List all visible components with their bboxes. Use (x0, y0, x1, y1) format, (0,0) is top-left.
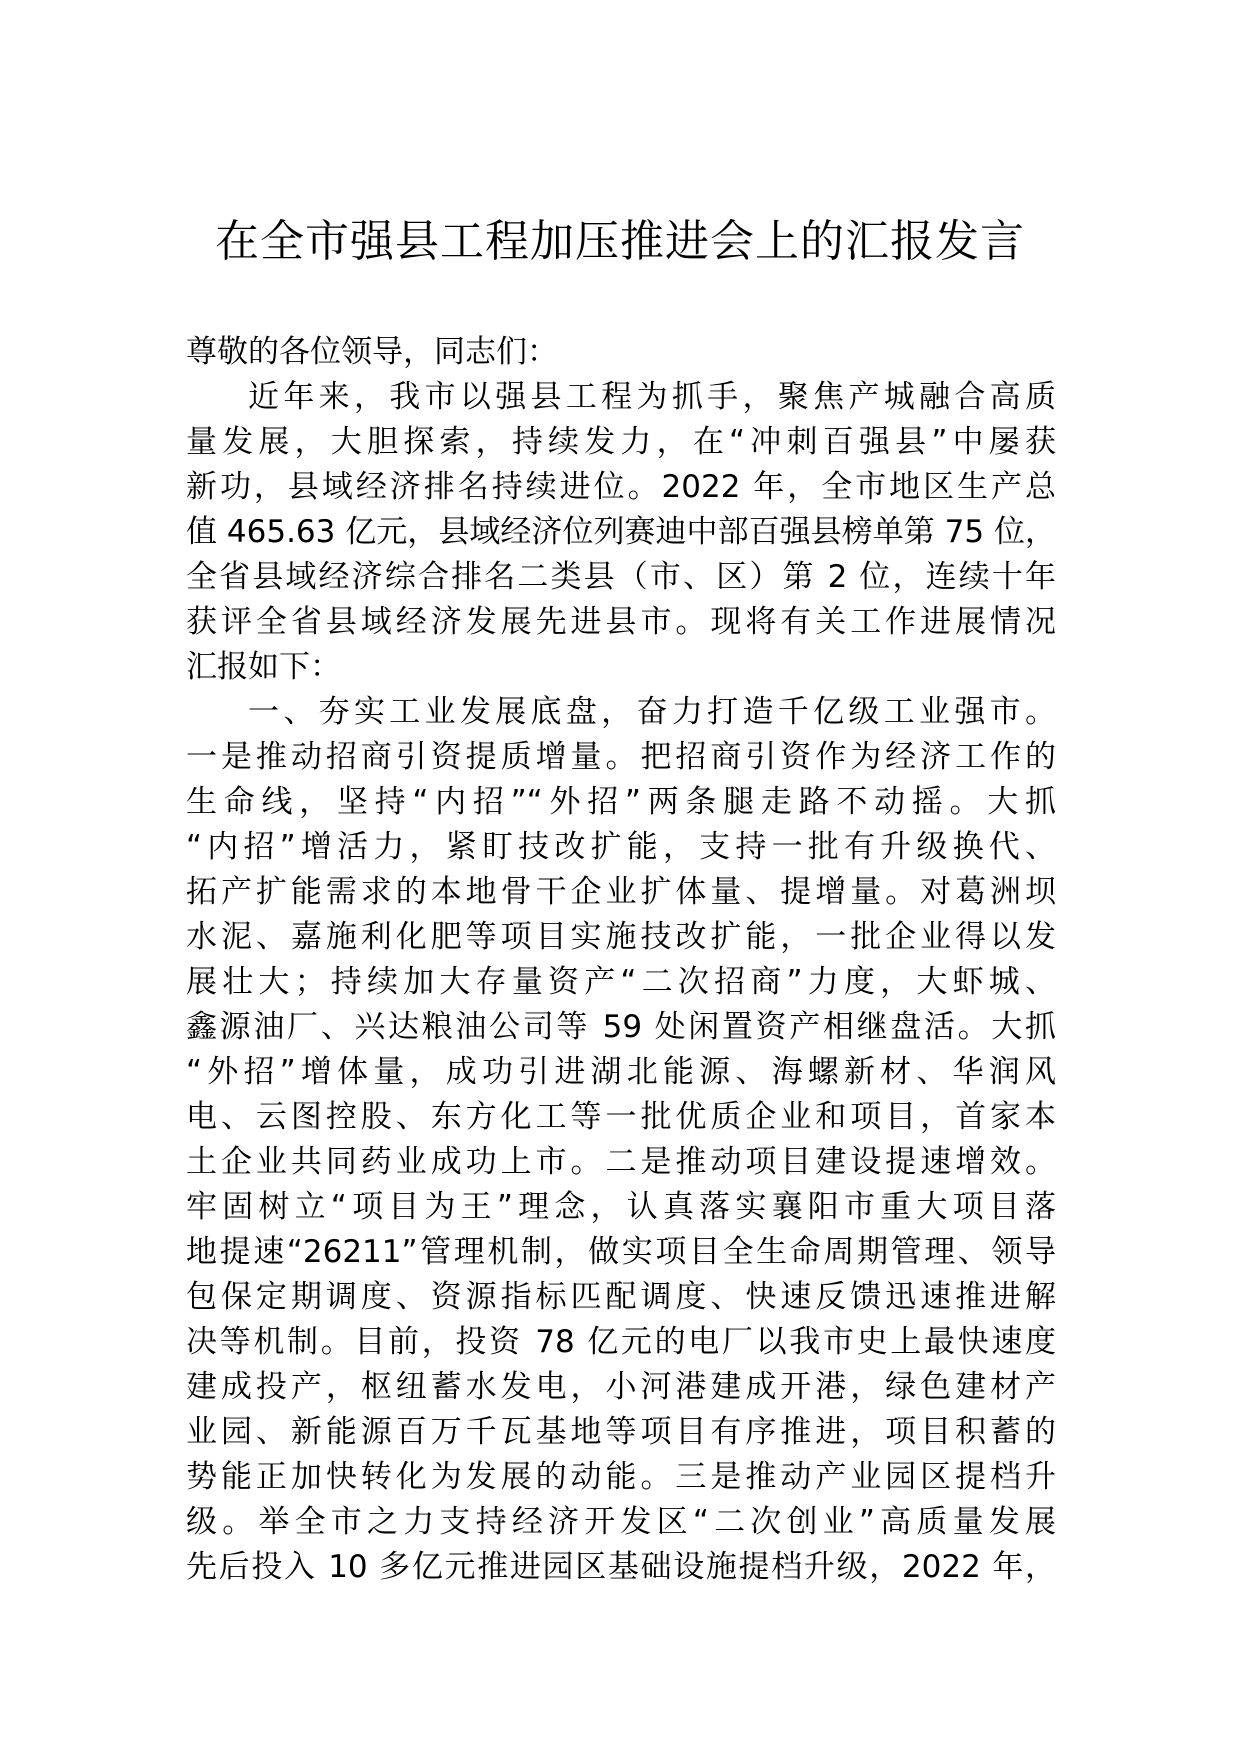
paragraph-line: 业园、新能源百万千瓦基地等项目有序推进，项目积蓄的 (186, 1414, 1056, 1450)
paragraph-line: 土企业共同药业成功上市。二是推动项目建设提速增效。 (186, 1144, 1056, 1180)
paragraph-line: 地提速“26211”管理机制，做实项目全生命周期管理、领导 (186, 1234, 1056, 1270)
paragraph-line: 汇报如下： (186, 649, 341, 685)
paragraph-line: “内招”增活力，紧盯技改扩能，支持一批有升级换代、 (186, 829, 1056, 865)
salutation-line: 尊敬的各位领导，同志们： (186, 334, 558, 370)
paragraph-line: 新功，县域经济排名持续进位。2022 年，全市地区生产总 (186, 469, 1056, 505)
paragraph-line: 量发展，大胆探索，持续发力，在“冲刺百强县”中屡获 (186, 424, 1056, 460)
paragraph-line: “外招”增体量，成功引进湖北能源、海螺新材、华润风 (186, 1054, 1056, 1090)
paragraph-line: 近年来，我市以强县工程为抓手，聚焦产城融合高质 (248, 379, 1056, 415)
paragraph-line: 牢固树立“项目为王”理念，认真落实襄阳市重大项目落 (186, 1189, 1056, 1225)
paragraph-line: 级。举全市之力支持经济开发区“二次创业”高质量发展 (186, 1504, 1056, 1540)
paragraph-line: 先后投入 10 多亿元推进园区基础设施提档升级，2022 年， (186, 1549, 1056, 1585)
section-heading-line: 一、夯实工业发展底盘，奋力打造千亿级工业强市。 (248, 694, 1056, 730)
paragraph-line: 值 465.63 亿元，县域经济位列赛迪中部百强县榜单第 75 位， (186, 514, 1056, 550)
paragraph-line: 鑫源油厂、兴达粮油公司等 59 处闲置资产相继盘活。大抓 (186, 1009, 1056, 1045)
paragraph-line: 一是推动招商引资提质增量。把招商引资作为经济工作的 (186, 739, 1056, 775)
paragraph-line: 建成投产，枢纽蓄水发电，小河港建成开港，绿色建材产 (186, 1369, 1056, 1405)
document-title: 在全市强县工程加压推进会上的汇报发言 (215, 216, 1025, 267)
document-body (186, 330, 1056, 1590)
paragraph-line: 展壮大；持续加大存量资产“二次招商”力度，大虾城、 (186, 964, 1056, 1000)
paragraph-line: 拓产扩能需求的本地骨干企业扩体量、提增量。对葛洲坝 (186, 874, 1056, 910)
paragraph-line: 包保定期调度、资源指标匹配调度、快速反馈迅速推进解 (186, 1279, 1056, 1315)
paragraph-line: 全省县域经济综合排名二类县（市、区）第 2 位，连续十年 (186, 559, 1056, 595)
paragraph-line: 决等机制。目前，投资 78 亿元的电厂以我市史上最快速度 (186, 1324, 1056, 1360)
paragraph-line: 势能正加快转化为发展的动能。三是推动产业园区提档升 (186, 1459, 1056, 1495)
paragraph-line: 生命线，坚持“内招”“外招”两条腿走路不动摇。大抓 (186, 784, 1056, 820)
paragraph-line: 电、云图控股、东方化工等一批优质企业和项目，首家本 (186, 1099, 1056, 1135)
paragraph-line: 获评全省县域经济发展先进县市。现将有关工作进展情况 (186, 604, 1056, 640)
paragraph-line: 水泥、嘉施利化肥等项目实施技改扩能，一批企业得以发 (186, 919, 1056, 955)
